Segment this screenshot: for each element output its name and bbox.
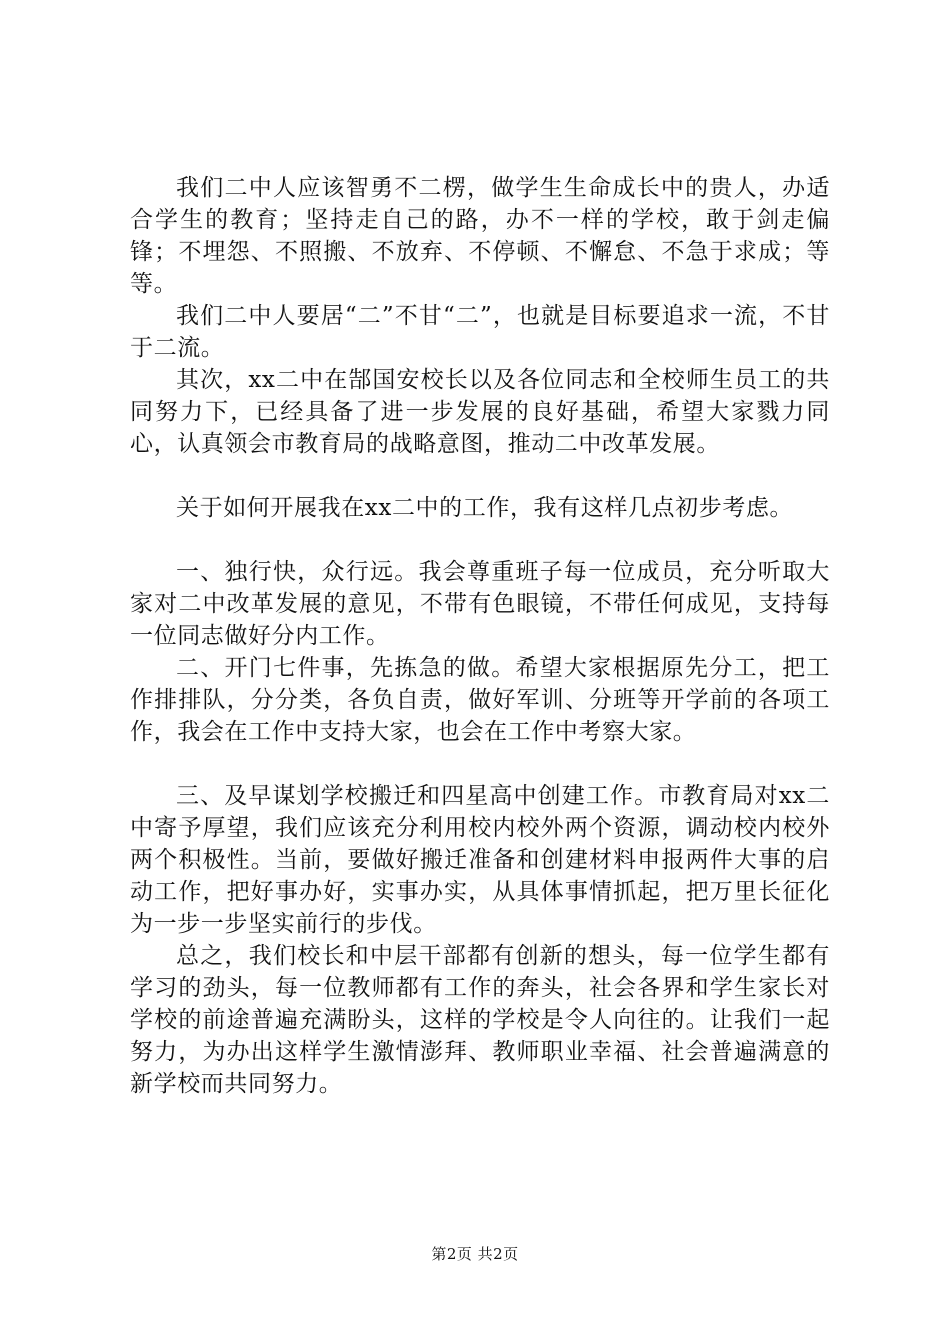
paragraph-7: 三、及早谋划学校搬迁和四星高中创建工作。市教育局对xx二中寄予厚望，我们应该充分利用校内校外两个资源，调动校内校外两个积极性。当前，要做好搬迁准备和创建材料申报两件大事的启动工作，把好事办好，实事办实，从具体事情抓起，把万里长征化为一步一步坚实前行的步伐。 xyxy=(130,783,830,937)
paragraph-spacer xyxy=(130,748,830,780)
paragraph-5: 一、独行快，众行远。我会尊重班子每一位成员，充分听取大家对二中改革发展的意见，不带有色眼镜，不带任何成见，支持每一位同志做好分内工作。 xyxy=(130,559,830,649)
paragraph-2: 我们二中人要居“二”不甘“二”，也就是目标要追求一流，不甘于二流。 xyxy=(130,303,830,361)
paragraph-6: 二、开门七件事，先拣急的做。希望大家根据原先分工，把工作排排队，分分类，各负自责，做好军训、分班等开学前的各项工作，我会在工作中支持大家，也会在工作中考察大家。 xyxy=(130,655,830,745)
paragraph-spacer xyxy=(130,460,830,492)
page-footer: 第2页 共2页 xyxy=(431,1245,519,1263)
paragraph-1: 我们二中人应该智勇不二楞，做学生生命成长中的贵人，办适合学生的教育；坚持走自己的路，办不一样的学校，敢于剑走偏锋；不埋怨、不照搬、不放弃、不停顿、不懈怠、不急于求成；等等。 xyxy=(130,175,830,297)
paragraph-spacer xyxy=(130,524,830,556)
paragraph-8: 总之，我们校长和中层干部都有创新的想头，每一位学生都有学习的劲头，每一位教师都有工作的奔头，社会各界和学生家长对学校的前途普遍充满盼头，这样的学校是令人向往的。让我们一起努力，为办出这样学生激情澎拜、教师职业幸福、社会普遍满意的新学校而共同努力。 xyxy=(130,943,830,1097)
paragraph-4: 关于如何开展我在xx二中的工作，我有这样几点初步考虑。 xyxy=(176,495,794,521)
paragraph-3: 其次，xx二中在郜国安校长以及各位同志和全校师生员工的共同努力下，已经具备了进一步发展的良好基础，希望大家戮力同心，认真领会市教育局的战略意图，推动二中改革发展。 xyxy=(130,367,830,457)
document-body xyxy=(130,172,830,1100)
